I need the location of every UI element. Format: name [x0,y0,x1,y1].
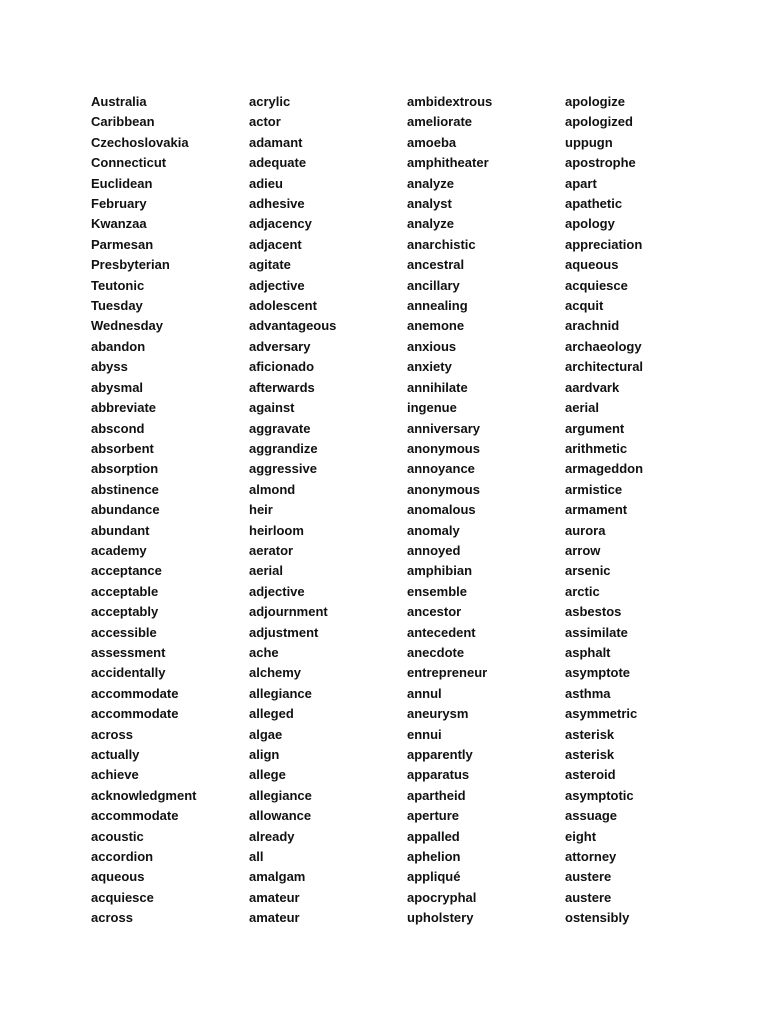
word-item: adjacent [249,236,302,252]
word-item: amphitheater [407,155,489,171]
word-item: allegiance [249,787,312,803]
word-item: anonymous [407,440,480,456]
word-item: amateur [249,889,300,905]
word-item: advantageous [249,318,337,334]
word-item: adjective [249,583,305,599]
word-item: ancestor [407,604,462,620]
word-item: anonymous [407,481,480,497]
word-item: accessible [91,624,157,640]
word-item: appreciation [565,236,643,252]
word-item: arsenic [565,563,611,579]
word-item: aficionado [249,359,315,375]
word-item: anxious [407,338,457,354]
word-item: Caribbean [91,114,155,130]
word-item: analyze [407,175,454,191]
word-item: asymptotic [565,787,634,803]
word-item: armistice [565,481,623,497]
word-item: ancestral [407,257,465,273]
word-item: argument [565,420,625,436]
word-item: annul [407,685,442,701]
word-item: amoeba [407,134,457,150]
word-item: analyze [407,216,454,232]
word-item: analyst [407,196,452,212]
word-item: Kwanzaa [91,216,147,232]
word-item: assimilate [565,624,628,640]
word-item: aggrandize [249,440,318,456]
word-item: almond [249,481,296,497]
word-item: accommodate [91,808,179,824]
word-item: asymmetric [565,706,638,722]
word-item: afterwards [249,379,315,395]
word-item: acoustic [91,828,144,844]
word-item: archaeology [565,338,642,354]
word-item: Euclidean [91,175,153,191]
word-item: arachnid [565,318,620,334]
word-item: anomaly [407,522,460,538]
word-item: asphalt [565,644,611,660]
word-item: ostensibly [565,910,630,926]
word-item: aqueous [91,869,145,885]
word-item: acceptably [91,604,159,620]
word-item: aerial [565,400,599,416]
word-item: adhesive [249,196,305,212]
word-item: uppugn [565,134,613,150]
word-item: asterisk [565,747,615,762]
word-item: aqueous [565,257,619,273]
word-column-3 [407,92,557,929]
word-item: amalgam [249,869,306,885]
word-item: align [249,747,280,762]
word-item: aurora [565,522,606,538]
word-item: austere [565,869,612,885]
word-item: aneurysm [407,706,469,722]
word-item: adieu [249,175,283,191]
word-item: apparatus [407,767,470,783]
word-item: accommodate [91,685,179,701]
word-item: February [91,196,147,212]
word-item: apathetic [565,196,623,212]
word-item: alleged [249,706,294,722]
word-item: adolescent [249,298,317,314]
word-item: all [249,849,264,865]
word-item: abundance [91,502,160,518]
word-item: anniversary [407,420,480,436]
word-item: apartheid [407,787,466,803]
word-item: apology [565,216,615,232]
word-item: Teutonic [91,277,145,293]
word-item: academy [91,542,147,558]
word-item: agitate [249,257,291,273]
word-item: ameliorate [407,114,473,130]
word-item: across [91,910,133,926]
word-item: abysmal [91,379,144,395]
word-item: aggressive [249,461,317,477]
word-item: apologize [565,94,625,109]
word-item: acquiesce [91,889,154,905]
word-item: annoyed [407,542,461,558]
word-item: adjournment [249,604,328,620]
word-item: arithmetic [565,440,628,456]
word-item: architectural [565,359,644,375]
word-item: amateur [249,910,300,926]
word-item: anemone [407,318,465,334]
word-item: anomalous [407,502,476,518]
word-item: annealing [407,298,468,314]
word-item: ennui [407,726,442,742]
word-item: accidentally [91,665,166,681]
word-item: absorbent [91,440,154,456]
word-item: arrow [565,542,601,558]
word-item: aggravate [249,420,311,436]
word-item: aerial [249,563,283,579]
word-item: ache [249,644,279,660]
word-item: annihilate [407,379,468,395]
word-item: aerator [249,542,294,558]
word-item: abandon [91,338,146,354]
word-item: acceptable [91,583,159,599]
word-item: alchemy [249,665,302,681]
word-item: accommodate [91,706,179,722]
word-item: anarchistic [407,236,476,252]
word-item: acquit [565,298,604,314]
word-item: absorption [91,461,159,477]
word-item: aperture [407,808,460,824]
word-item: Tuesday [91,298,143,314]
word-item: austere [565,889,612,905]
word-item: assuage [565,808,618,824]
word-item: acrylic [249,94,291,109]
word-column-4 [565,92,715,929]
word-item: asbestos [565,604,622,620]
word-item: arctic [565,583,600,599]
word-item: Connecticut [91,155,167,171]
word-item: abscond [91,420,145,436]
word-item: apart [565,175,597,191]
word-item: across [91,726,133,742]
word-item: achieve [91,767,139,783]
word-item: upholstery [407,910,474,926]
word-item: adjacency [249,216,312,232]
word-item: already [249,828,295,844]
word-item: ingenue [407,400,457,416]
word-item: annoyance [407,461,475,477]
word-item: against [249,400,295,416]
word-item: armament [565,502,628,518]
word-item: antecedent [407,624,476,640]
word-item: adjective [249,277,305,293]
word-item: accordion [91,849,154,865]
word-item: Wednesday [91,318,164,334]
word-column-1 [91,92,241,929]
word-item: anecdote [407,644,465,660]
word-item: apparently [407,747,473,762]
word-item: allowance [249,808,312,824]
word-item: asthma [565,685,611,701]
word-item: attorney [565,849,617,865]
word-item: actor [249,114,281,130]
word-item: allege [249,767,286,783]
word-item: acknowledgment [91,787,197,803]
word-item: Parmesan [91,236,154,252]
word-item: eight [565,828,597,844]
word-item: adversary [249,338,311,354]
word-item: Czechoslovakia [91,134,189,150]
word-item: amphibian [407,563,473,579]
word-item: acquiesce [565,277,628,293]
word-item: ensemble [407,583,467,599]
word-item: armageddon [565,461,644,477]
word-item: Australia [91,94,147,109]
word-item: asteroid [565,767,616,783]
word-item: aphelion [407,849,461,865]
word-item: adamant [249,134,303,150]
word-item: aardvark [565,379,620,395]
word-item: adjustment [249,624,319,640]
word-item: abundant [91,522,150,538]
word-item: acceptance [91,563,162,579]
word-item: abbreviate [91,400,157,416]
word-item: abstinence [91,481,159,497]
word-item: asymptote [565,665,631,681]
word-item: appliqué [407,869,461,885]
word-item: algae [249,726,283,742]
word-item: appalled [407,828,460,844]
word-item: anxiety [407,359,452,375]
word-item: ancillary [407,277,460,293]
word-item: entrepreneur [407,665,488,681]
word-item: Presbyterian [91,257,170,273]
word-item: apostrophe [565,155,636,171]
word-column-2 [249,92,399,929]
word-item: actually [91,747,140,762]
word-item: assessment [91,644,166,660]
word-item: allegiance [249,685,312,701]
word-item: apologized [565,114,633,130]
word-item: abyss [91,359,128,375]
word-item: adequate [249,155,307,171]
word-item: ambidextrous [407,94,493,109]
word-item: heir [249,502,273,518]
word-item: heirloom [249,522,304,538]
word-item: apocryphal [407,889,477,905]
word-item: asterisk [565,726,615,742]
